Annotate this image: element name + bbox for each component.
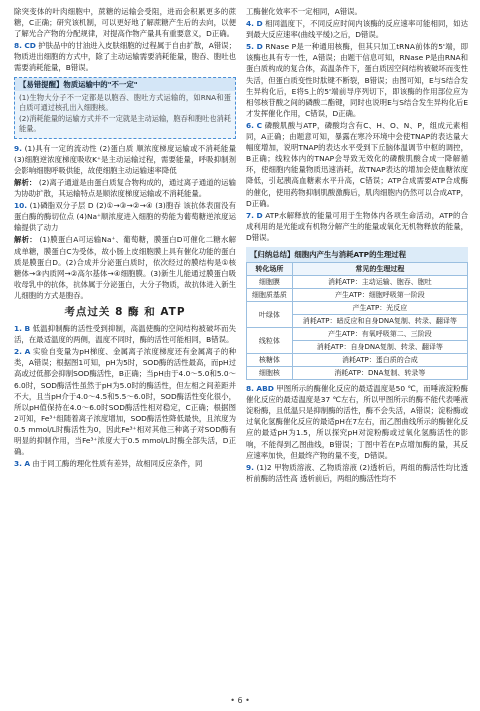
section-title: 考点过关 8 酶 和 ATP (64, 305, 186, 318)
answer-r4 (246, 18, 468, 40)
a2-answer: A (24, 347, 31, 357)
a1-explanation: 低温抑制酶的活性受到抑制，高温使酶的空间结构被破坏而失活，在最适温度的两侧，温度不同时，酶的活性可能相同，B错误。 (14, 324, 236, 345)
process-cell: 消耗ATP：DNA复制、转录等 (292, 367, 467, 380)
a2-explanation: 实验自变量为pH梯度、金属离子浓度梯度还有金属离子的种类，A错误；根据图1可知，pH为5时，SOD酶的活性最高，而pH过高或过低都会抑制SOD酶活性，B正确；当pH由于4.0～5.0和5.0～6.0时，SOD酶活性虽然于pH为5.0时的酶活性，但左相之间差距并不大，且当pH介于4.0～4.5和5.5～6.0时，SOD酶活性变化很小，所以pH值保持在4.0～6.0时SOD酶活性相对稳定，C正确；根据图2可知，Fe³⁺组随着离子浓度增加，SOD酶活性降低最快，且浓度为0.5 mmol/L时酶活性为0，因此Fe³⁺相对其他三种离子对SOD酶有明显的抑制作用，当Fe³⁺浓度大于0.5 mmol/L时酶全部失活，D正确。 (14, 347, 236, 457)
answer-a1 (14, 323, 236, 345)
answer-r5 (246, 41, 468, 119)
continued-paragraph: 除突变体的叶肉细胞中，蔗糖的运输会受阻，进而会积累更多的蔗糖，C正确；研究该机制，可以更好地了解蔗糖产生后的去向，以便了解光合产物的分配规律，对提高作物产量具有重要意义，D正确。 (14, 7, 236, 39)
site-cell: 线粒体 (247, 328, 293, 354)
r5-explanation: RNase P是一种通用核酶，但其只加工tRNA前体的5'端，即该酶也具有专一性，A错误；由题干信息可知，RNase P是由RNA和蛋白质构成的复合体，高温条件下，蛋白质因空间结构被破坏而变性失活，但蛋白质变性时肽键不断裂，B错误；由图可知，E与S结合发生异构化后，E将S上的5'端前导序列切下，即该酶的作用部位应为相邻核苷酸之间的磷酸二酯键，同时也说明E与S结合发生异构化后E才发挥催化作用，C错误，D正确。 (246, 42, 469, 118)
table-row (247, 354, 468, 367)
table-row (247, 289, 468, 302)
site-cell: 细胞膜 (247, 276, 293, 289)
process-cell: 产生ATP：光反应 (292, 302, 467, 315)
r4-number: 4. (246, 19, 254, 29)
answer-r6 (246, 120, 468, 209)
r4-explanation: 相同温度下，不同反应时间内该酶的反应速率可能相同，如达到最大反应速率(曲线平缓)之后，D错误。 (246, 19, 468, 40)
table-row (247, 367, 468, 380)
r8-number: 8. (246, 384, 254, 394)
error-tip-title: 【易错提醒】物质运输中的"不一定" (15, 78, 235, 91)
page-number: • 6 • (230, 696, 250, 705)
summary-header-process: 常见的生理过程 (292, 263, 467, 276)
r6-explanation: 磷酸肌酸与ATP，磷酸均含有C、H、O、N、P，组成元素相同，A正确；由题意可知，暴露在寒冷环境中会使TNAP的表达量大幅度增加，说明TNAP的表达水平受到下丘脑体温调节中枢的调控，B正确；线粒体内的TNAP会导致无效化的磷酸肌酸合成一降解循环，使细胞内能量物质迅速消耗，故TNAP表达的增加会使血糖浓度降低，引起胰高血糖素水平升高，C错误；ATP合成需要ATP合成酶的催化，使用药物抑制肌酸激酶后，肌肉细胞内仍然可以合成ATP，D正确。 (246, 120, 468, 208)
summary-header-row (247, 263, 468, 276)
two-column-layout (14, 6, 468, 485)
q9-answer: (1)具有一定的流动性 (2)蛋白质 顺浓度梯度运输或不消耗能量 (3)细胞逆浓度梯度吸收K⁺是主动运输过程，需要能量，呼吸抑制剂会影响细胞呼吸供能，故使细胞主动运输速率降低 (14, 143, 237, 175)
continued-paragraph-right: 工酶催化效率不一定相同，A错误。 (246, 7, 362, 16)
answer-a3 (14, 458, 236, 469)
r4-answer: D (256, 19, 263, 29)
q8-number: 8. (14, 41, 22, 51)
process-cell: 消耗ATP：自身DNA复制、转录、翻译等 (292, 341, 467, 354)
q8-answer: CD (24, 41, 36, 51)
r9-number: 9. (246, 462, 254, 472)
atp-summary-table (246, 262, 468, 380)
process-cell: 产生ATP：细胞呼吸第一阶段 (292, 289, 467, 302)
analysis-q9 (14, 177, 236, 199)
a2-number: 2. (14, 347, 22, 357)
process-cell: 消耗ATP：蛋白质的合成 (292, 354, 467, 367)
q10-answer: (1)磷脂双分子层 D (2)①→③→②→④ (3)胞吞 该抗体表面没有蛋白酶的酶切位点 (4)Na⁺顺浓度进入细胞的势能为葡萄糖逆浓度运输提供了动力 (14, 201, 236, 233)
process-cell: 消耗ATP：暗反应和自身DNA复制、转录、翻译等 (292, 315, 467, 328)
r7-number: 7. (246, 210, 254, 220)
summary-title: 【归纳总结】细胞内产生与消耗ATP的生理过程 (246, 247, 468, 262)
q9-analysis: (2)离子通道是由蛋白质复合物构成的，通过离子通道的运输为协助扩散，其运输特点是顺浓度梯度运输或不消耗能量。 (14, 177, 236, 199)
r6-number: 6. (246, 120, 254, 130)
r9-answer: (1)2 甲物质溶液、乙物质溶液 (2)透析后，两组的酶活性均比透析前酶的活性高 透析前后，两组的酶活性均不 (246, 462, 468, 483)
site-cell: 细胞核 (247, 367, 293, 380)
r5-answer: D (256, 42, 263, 52)
answer-r9 (246, 462, 468, 484)
a1-answer: B (24, 324, 31, 334)
site-cell: 细胞质基质 (247, 289, 293, 302)
summary-header-site: 转化场所 (247, 263, 293, 276)
answer-q10 (14, 200, 236, 233)
q9-analysis-label: 解析： (14, 177, 37, 187)
answer-q9 (14, 143, 236, 176)
left-column (14, 6, 236, 485)
a3-answer: A (24, 459, 31, 469)
q8-explanation: 护肤品中的甘油进入皮肤细胞的过程属于自由扩散，A错误；物质进出细胞的方式中，除了主动运输需要消耗能量，胞吞、胞吐也需要消耗能量，B错误。 (14, 41, 236, 73)
error-tip-body (15, 91, 235, 138)
r7-answer: D (256, 210, 263, 220)
process-cell: 产生ATP：有氧呼吸第二、三阶段 (292, 328, 467, 341)
q10-analysis-label: 解析： (14, 235, 37, 245)
a3-explanation: 由于同工酶的理化性质有差异，故相同反应条件，同 (32, 459, 203, 469)
site-cell: 核糖体 (247, 354, 293, 367)
q10-number: 10. (14, 201, 28, 211)
answer-a2 (14, 346, 236, 457)
q9-number: 9. (14, 143, 22, 153)
r5-number: 5. (246, 42, 254, 52)
right-column (246, 6, 468, 485)
answer-r7 (246, 210, 468, 243)
error-tip-item-2: (2)消耗能量的运输方式并不一定就是主动运输，胞吞和胞吐也消耗能量。 (19, 113, 231, 134)
error-tip-box (14, 77, 236, 139)
error-tip-item-1: (1)生物大分子不一定都是以胞吞、胞吐方式运输的，如RNA和蛋白质可通过核孔出入细胞核。 (19, 92, 231, 113)
answer-q8 (14, 40, 236, 73)
q10-analysis: (1)膜蛋白A可运输Na⁺、葡萄糖，膜蛋白D可催化二糖水解成单糖，膜蛋白C为受体，故小肠上皮细胞膜上具有催化功能的蛋白质是膜蛋白D。(2)合成并分泌蛋白质时，依次经过的膜结构是①核糖体→③内质网→②高尔基体→④细胞膜。(3)新生儿能通过膜蛋白吸收母乳中的抗体，抗体属于分泌蛋白，大分子物质，故抗体进入新生儿细胞的方式是胞吞。 (14, 235, 236, 300)
process-cell: 消耗ATP：主动运输、胞吞、胞吐 (292, 276, 467, 289)
a1-number: 1. (14, 324, 22, 334)
r8-answer: ABD (256, 384, 274, 394)
r6-answer: C (256, 120, 263, 130)
r7-explanation: ATP水解释放的能量可用于生物体内各项生命活动，ATP的合成利用的是光能或有机物分解产生的能量或氧化无机物释放的能量，D错误。 (246, 210, 468, 242)
table-row (247, 302, 468, 315)
a3-number: 3. (14, 459, 22, 469)
site-cell: 叶绿体 (247, 302, 293, 328)
r8-explanation: 甲图所示的酶催化反应的最适温度是50 ℃，而唾液淀粉酶催化反应的最适温度是37 ℃左右，所以甲图所示的酶不能代表唾液淀粉酶，且低温只是抑制酶的活性，酶不会失活，A错误；淀粉酶或过氧化氢酶催化反应的最适pH在7左右，而乙图曲线所示的酶催化反应的最适pH为1.5，所以探究pH对淀粉酶或过氧化氢酶活性的影响，不能得到乙图曲线，B错误；丁图中若在P点增加酶的量，其反应速率加快，但最终产物的量不变，D错误。 (246, 384, 468, 460)
analysis-q10 (14, 234, 236, 301)
table-row (247, 328, 468, 341)
answer-r8 (246, 383, 468, 461)
table-row (247, 276, 468, 289)
